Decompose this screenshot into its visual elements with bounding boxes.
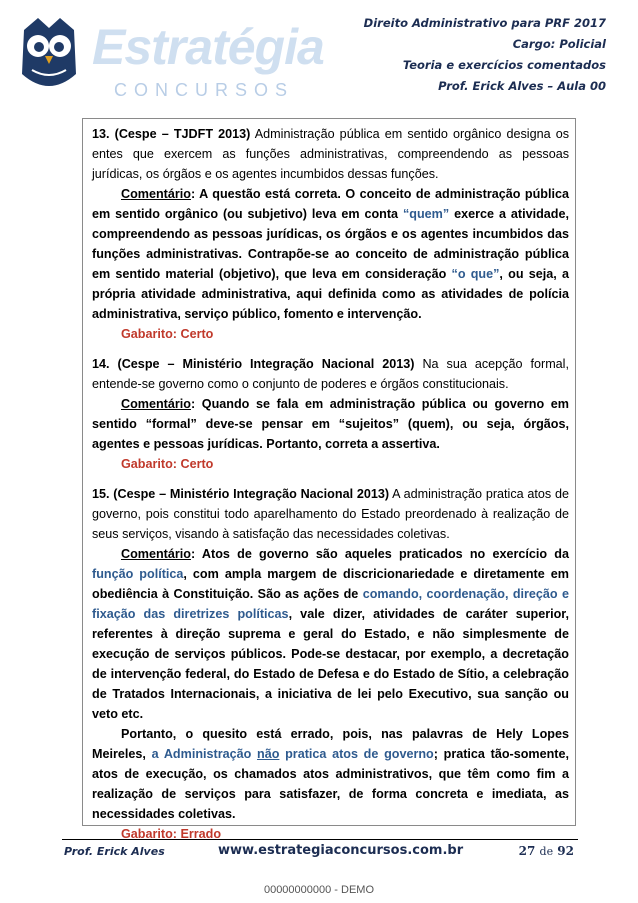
highlight-funcao-politica: função política [92, 567, 184, 581]
highlight-comando: comando, coordenação, direção e fixação das diretrizes políticas [92, 587, 569, 621]
question-15-head: 15. (Cespe – Ministério Integração Nacional 2013) [92, 487, 390, 501]
question-13-body: Administração pública em sentido orgânico designa os entes que exercem as funções administrativas, compreendendo as pessoas jurídicas, os órgãos e os agentes incumbidos dessas funções. [92, 127, 569, 181]
highlight-nao: não [257, 747, 280, 761]
header-cargo: Cargo: Policial [512, 37, 606, 51]
logo [14, 10, 324, 110]
gabarito-15: Gabarito: Errado [121, 827, 222, 841]
demo-watermark: 00000000000 - DEMO [263, 884, 375, 896]
gabarito-14: Gabarito: Certo [121, 457, 214, 471]
footer-website-link[interactable]: www.estrategiaconcursos.com.br [218, 843, 464, 858]
highlight-o-que: “o que” [451, 267, 500, 281]
question-13-head: 13. (Cespe – TJDFT 2013) [92, 127, 251, 141]
header-course: Direito Administrativo para PRF 2017 [363, 16, 606, 30]
comentario-15-paragraph-2: Portanto, o quesito está errado, pois, nas palavras de Hely Lopes Meireles, a Administração não pratica atos de governo; pratica tão-somente, atos de execução, os chamados atos administrativos, que têm como fim a realização de serviços para satisfazer, de forma concreta e imediata, as necessidades coletivas. [92, 727, 569, 821]
logo-brand: Estratégia [92, 19, 324, 75]
question-13 [92, 124, 569, 184]
page-number: 27 de 92 [518, 844, 574, 858]
question-14-head: 14. (Cespe – Ministério Integração Nacional 2013) [92, 357, 415, 371]
question-14-body: Na sua acepção formal, entende-se governo como o conjunto de poderes e órgãos constitucionais. [92, 357, 569, 391]
comentario-13: Comentário: A questão está correta. O conceito de administração pública em sentido orgânico (ou subjetivo) leva em conta “quem” exerce a atividade, compreendendo as pessoas jurídicas, os órgãos e os agentes incumbidos das funções administrativas. Contrapõe-se ao conceito de administração pública em sentido material (objetivo), que leva em consideração “o que”, ou seja, a própria atividade administrativa, aqui definida como as atividades de polícia administrativa, serviço público, fomento e intervenção. [92, 187, 570, 321]
footer-author: Prof. Erick Alves [64, 845, 165, 858]
header-professor: Prof. Erick Alves – Aula 00 [438, 79, 606, 93]
highlight-quem: “quem” [403, 207, 450, 221]
comentario-label: Comentário [121, 547, 191, 561]
comentario-label: Comentário [121, 187, 191, 201]
logo-subtitle: CONCURSOS [114, 80, 295, 100]
page-header [364, 13, 606, 97]
comentario-15: Comentário: Atos de governo são aqueles praticados no exercício da função política, com ampla margem de discricionariedade e diretamente em obediência à Constituição. São as ações de comando, coordenação, direção e fixação das diretrizes políticas, vale dizer, atividades de caráter superior, referentes à direção suprema e geral do Estado, e não simplesmente de execução de serviços públicos. Pode-se destacar, por exemplo, a decretação de intervenção federal, do Estado de Defesa e do Estado de Sítio, a celebração de Tratados Internacionais, a iniciativa de lei pelo Executivo, sua sanção ou veto etc. [92, 547, 570, 721]
owl-logo-icon [14, 14, 84, 98]
comentario-14: Comentário: Quando se fala em administração pública ou governo em sentido “formal” deve-se pensar em “sujeitos” (quem), ou seja, órgãos, agentes e pessoas jurídicas. Portanto, correta a assertiva. [92, 397, 569, 451]
footer-divider [62, 839, 578, 840]
question-15 [92, 484, 569, 544]
comentario-label: Comentário [121, 397, 191, 411]
content-box [82, 118, 576, 841]
question-14 [92, 354, 569, 394]
gabarito-13: Gabarito: Certo [121, 327, 214, 341]
header-type: Teoria e exercícios comentados [402, 58, 606, 72]
question-15-body: A administração pratica atos de governo, pois constitui todo aparelhamento do Estado preordenado à realização de seus serviços, visando à satisfação das necessidades coletivas. [92, 487, 569, 541]
